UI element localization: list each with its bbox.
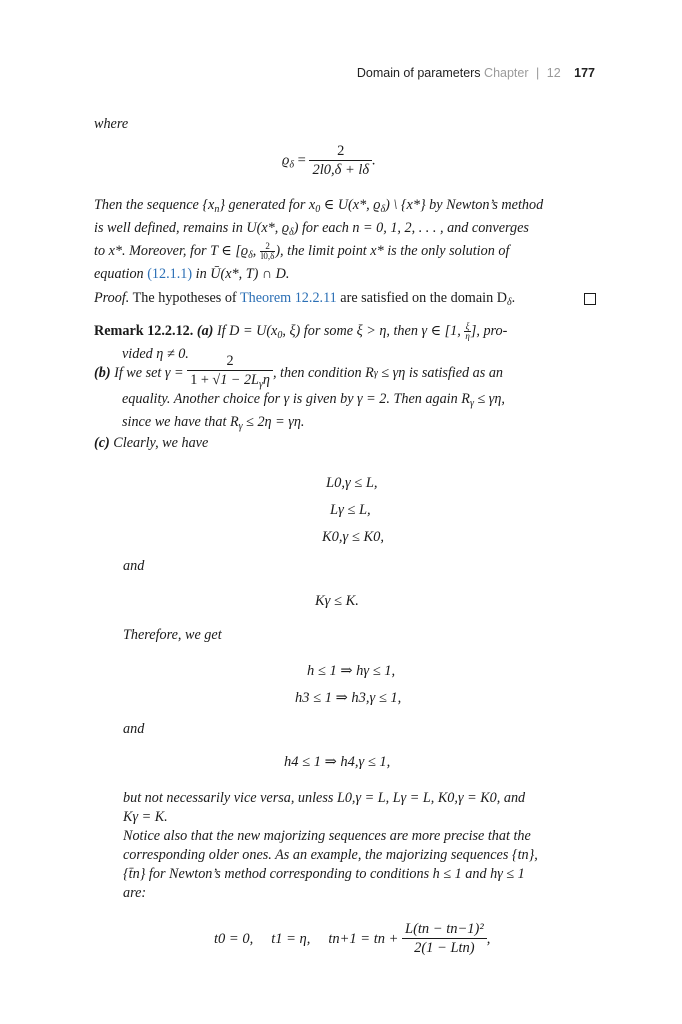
proof-text-a: The hypotheses of bbox=[129, 290, 240, 306]
seq-t1: t1 = η, bbox=[271, 930, 311, 947]
tf-num: 2 bbox=[260, 242, 276, 252]
chapter-number: 12 bbox=[546, 66, 561, 80]
remark-c-label: (c) bbox=[94, 435, 110, 451]
inequality-block-3 bbox=[295, 658, 402, 712]
theorem-ref-link[interactable]: Theorem 12.2.11 bbox=[239, 290, 337, 306]
remark-c bbox=[94, 434, 596, 453]
and-label-2: and bbox=[123, 721, 145, 737]
inequality-k: Kγ ≤ K. bbox=[315, 593, 359, 609]
equals: = bbox=[297, 152, 306, 169]
sub-delta-3: δ bbox=[248, 250, 253, 261]
t3a: to x*. Moreover, for T ∈ [ϱ bbox=[94, 243, 249, 259]
ra3: ], pro- bbox=[470, 323, 508, 339]
rc1: Clearly, we have bbox=[109, 435, 209, 451]
proof-text-b: are satisfied on the domain D bbox=[336, 290, 507, 306]
where-label: where bbox=[94, 116, 129, 132]
remark-label: Remark 12.2.12. bbox=[94, 323, 194, 339]
ineq-k0: K0,γ ≤ K0, bbox=[322, 529, 385, 545]
proof-paragraph bbox=[94, 289, 596, 312]
rb-line2b: ≤ γη, bbox=[473, 391, 505, 407]
t4a: equation bbox=[94, 266, 148, 282]
proof-label: Proof. bbox=[94, 290, 130, 306]
equation-ref-link[interactable]: (12.1.1) bbox=[147, 266, 193, 282]
t3b: , bbox=[252, 243, 260, 259]
remark-b-label: (b) bbox=[94, 364, 111, 381]
gd-sub: γ bbox=[258, 379, 263, 390]
xi: ξ bbox=[465, 321, 470, 332]
rb3: ≤ γη is satisfied as an bbox=[377, 364, 504, 381]
theorem-small-fraction bbox=[260, 242, 276, 261]
seq-fraction bbox=[402, 920, 487, 958]
gamma-den: $1 + √1 - 2L_\gamma\eta$ bbox=[190, 372, 270, 390]
proof-end: . bbox=[511, 290, 516, 306]
inequality-block-1 bbox=[322, 470, 385, 551]
page-number: 177 bbox=[574, 66, 595, 80]
rho-equation bbox=[282, 142, 376, 180]
eta: η bbox=[465, 331, 470, 342]
remark-a-line-2: vided η ≠ 0. bbox=[122, 346, 189, 362]
t1c: ∈ U(x*, ϱ bbox=[320, 197, 381, 213]
gd-sqrt: 1 − 2L bbox=[220, 372, 259, 388]
sub-gamma-3: γ bbox=[238, 421, 243, 432]
gamma-fraction bbox=[187, 352, 273, 394]
t1a: Then the sequence {x bbox=[94, 197, 215, 213]
bt3: Notice also that the new majorizing sequences are more precise that the bbox=[123, 828, 531, 844]
rb1: If we set γ = bbox=[110, 364, 188, 381]
bt2: Kγ = K. bbox=[123, 809, 168, 825]
bt4: corresponding older ones. As an example, the majorizing sequences {tn}, bbox=[123, 847, 538, 863]
t4b: in Ū(x*, T) ∩ D. bbox=[192, 266, 290, 282]
t3c: ), the limit point x* is the only solution of bbox=[275, 243, 510, 259]
seq-den: 2(1 − Ltn) bbox=[414, 940, 475, 956]
sub-0b: 0 bbox=[277, 330, 283, 341]
header-separator: | bbox=[536, 66, 540, 80]
bt1: but not necessarily vice versa, unless L0,γ = L, Lγ = L, K0,γ = K0, and bbox=[123, 790, 526, 806]
theorem-line-4 bbox=[94, 265, 596, 284]
rho-numerator: 2 bbox=[309, 142, 372, 161]
sub-delta: δ bbox=[380, 204, 386, 215]
sequence-equation bbox=[214, 920, 490, 958]
therefore-label: Therefore, we get bbox=[123, 627, 222, 643]
ineq-h: h ≤ 1 ⇒ hγ ≤ 1, bbox=[307, 663, 396, 679]
t2b: ) for each n = 0, 1, 2, . . . , and converges bbox=[293, 220, 529, 236]
running-header bbox=[357, 66, 595, 80]
gd-a: 1 + bbox=[190, 372, 213, 388]
t1b: } generated for x bbox=[219, 197, 316, 213]
proof-sub: δ bbox=[506, 297, 512, 308]
theorem-statement bbox=[94, 196, 596, 284]
gamma-num: 2 bbox=[187, 352, 273, 371]
ineq-l: Lγ ≤ L, bbox=[330, 502, 371, 518]
rb-line2: equality. Another choice for γ is given by γ = 2. Then again R bbox=[122, 391, 470, 407]
rho-fraction bbox=[309, 142, 372, 180]
rho-sub: δ bbox=[289, 159, 295, 171]
bt6: are: bbox=[123, 885, 147, 901]
ra2: , ξ) for some ξ > η, then γ ∈ [1, bbox=[282, 323, 465, 339]
rho-trailing: . bbox=[372, 152, 376, 169]
seq-num: L(tn − tn−1)² bbox=[402, 920, 487, 939]
sub-gamma-2: γ bbox=[469, 398, 474, 409]
sub-0: 0 bbox=[315, 204, 321, 215]
sub-n: n bbox=[214, 204, 220, 215]
seq-t0: t0 = 0, bbox=[214, 930, 254, 947]
rho-symbol: ϱ bbox=[282, 152, 290, 169]
rb-line3b: ≤ 2η = γη. bbox=[242, 414, 305, 430]
ra1: If D = U(x bbox=[213, 323, 278, 339]
rho-denominator: 2l0,δ + lδ bbox=[312, 162, 370, 178]
chapter-word: Chapter bbox=[484, 66, 529, 80]
seq-tn-lhs: tn+1 = tn + bbox=[328, 930, 403, 947]
rb2: , then condition R bbox=[272, 364, 374, 381]
rb-line3: since we have that R bbox=[122, 414, 239, 430]
closing-paragraph bbox=[123, 789, 596, 903]
ineq-h3: h3 ≤ 1 ⇒ h3,γ ≤ 1, bbox=[295, 690, 402, 706]
sub-gamma-1: γ bbox=[373, 367, 378, 379]
theorem-line-3 bbox=[94, 242, 596, 265]
bt5: {t̄n} for Newton’s method corresponding to conditions h ≤ 1 and hγ ≤ 1 bbox=[123, 866, 525, 882]
seq-trailing: , bbox=[486, 930, 491, 947]
qed-box bbox=[584, 293, 596, 305]
and-label-1: and bbox=[123, 558, 145, 574]
t1d: ) \ {x*} by Newton’s method bbox=[385, 197, 544, 213]
theorem-line-1 bbox=[94, 196, 596, 219]
tf-den: l0,δ bbox=[260, 251, 275, 262]
inequality-h4: h4 ≤ 1 ⇒ h4,γ ≤ 1, bbox=[284, 754, 391, 770]
t2a: is well defined, remains in U(x*, ϱ bbox=[94, 220, 290, 236]
sub-delta-2: δ bbox=[289, 227, 294, 238]
ineq-l0: L0,γ ≤ L, bbox=[326, 475, 378, 491]
running-title: Domain of parameters bbox=[356, 66, 481, 80]
theorem-line-2 bbox=[94, 219, 596, 242]
remark-a-label: (a) bbox=[196, 323, 214, 339]
gd-b: η bbox=[262, 372, 270, 388]
